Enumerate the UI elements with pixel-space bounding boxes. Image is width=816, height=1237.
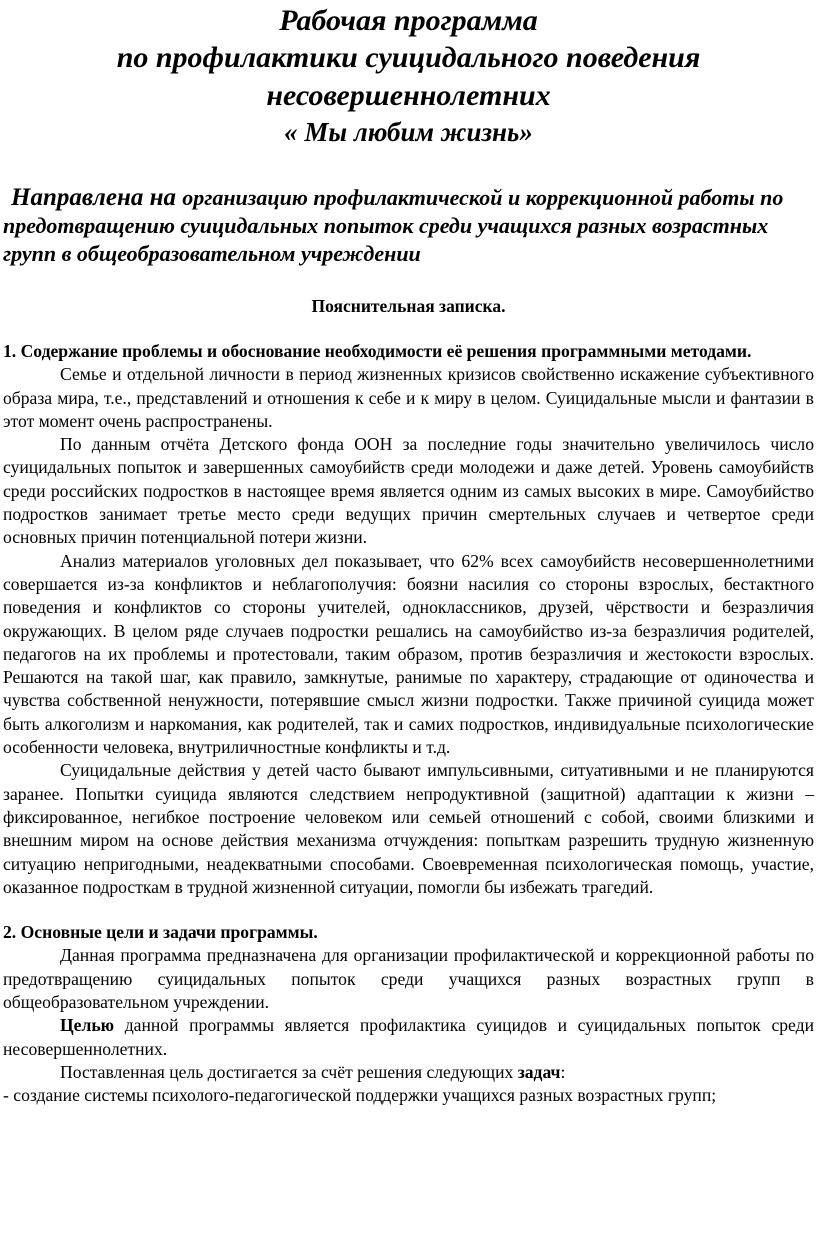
goal-paragraph bbox=[3, 1014, 814, 1061]
section-1-paragraph: Семье и отдельной личности в период жизненных кризисов свойственно искажение субъективного образа мира, т.е., представлений и отношения к себе и к миру в целом. Суицидальные мысли и фантазии в этот момент очень распространены. bbox=[3, 364, 814, 431]
tasks-paragraph bbox=[3, 1061, 814, 1084]
program-motto: « Мы любим жизнь» bbox=[284, 117, 533, 147]
section-1-paragraph: Суицидальные действия у детей часто бывают импульсивными, ситуативными и не планируются заранее. Попытки суицида являются следствием непродуктивной (защитной) адаптации к жизни – фиксированное, негибкое построение человеком или семьей отношений с собой, своими близкими и внешним миром на основе действия механизма отчуждения: попыткам разрешить трудную жизненную ситуацию непригодными, неадекватными способами. Своевременная психологическая помощь, участие, оказанное подросткам в трудной жизненной ситуации, помогли бы избежать трагедий. bbox=[3, 760, 814, 897]
tasks-colon: : bbox=[560, 1061, 566, 1082]
section-2-heading: 2. Основные цели и задачи программы. bbox=[3, 922, 318, 943]
section-1-paragraph: Анализ материалов уголовных дел показывает, что 62% всех самоубийств несовершеннолетними совершается из-за конфликтов и неблагополучия: боязни насилия со стороны взрослых, бестактного поведения и конфликтов со стороны учителей, одноклассников, друзей, чёрствости и безразличия окружающих. В целом ряде случаев подростки решались на самоубийство из-за безразличия родителей, педагогов на их проблемы и протестовали, таким образом, против безразличия и жестокости взрослых. Решаются на такой шаг, как правило, замкнутые, ранимые по характеру, страдающие от одиночества и чувства собственной ненужности, потерявшие смысл жизни подростки. Также причиной суицида может быть алкоголизм и наркомания, как родителей, так и самих подростков, индивидуальные психологические особенности человека, внутриличностные конфликты и т.д. bbox=[3, 550, 814, 758]
section-1-paragraph: По данным отчёта Детского фонда ООН за последние годы значительно увеличилось число суицидальных попыток и завершенных самоубийств среди молодежи и даже детей. Уровень самоубийств среди российских подростков в настоящее время является одним из самых высоких в мире. Самоубийство подростков занимает третье место среди ведущих причин смертельных случаев и четвертое среди основных причин потенциальной потери жизни. bbox=[3, 434, 814, 548]
program-title bbox=[3, 0, 814, 150]
title-line-2: по профилактики суицидального поведения bbox=[116, 41, 701, 74]
direction-text: организацию профилактической и коррекционной работы по предотвращению суицидальных попыток среди учащихся разных возрастных групп в общеобразовательном учреждении bbox=[3, 185, 784, 266]
explanatory-note-title: Пояснительная записка. bbox=[311, 296, 506, 316]
goal-text: данной программы является профилактика суицидов и суицидальных попыток среди несовершеннолетних. bbox=[3, 1015, 814, 1059]
section-2-paragraph: Данная программа предназначена для организации профилактической и коррекционной работы по предотвращению суицидальных попыток среди учащихся разных возрастных групп в общеобразовательном учреждении. bbox=[3, 945, 814, 1013]
tasks-word: задач bbox=[517, 1061, 561, 1082]
program-direction bbox=[3, 184, 814, 268]
section-1-heading: 1. Содержание проблемы и обоснование необходимости её решения программными методами. bbox=[3, 341, 752, 361]
title-line-1: Рабочая программа bbox=[279, 4, 538, 37]
tasks-lead: Поставленная цель достигается за счёт решения следующих bbox=[60, 1061, 518, 1082]
goal-word: Целью bbox=[60, 1015, 115, 1036]
task-list-item: - создание системы психолого-педагогической поддержки учащихся разных возрастных групп; bbox=[3, 1085, 717, 1106]
direction-lead: Направлена на bbox=[11, 184, 183, 211]
title-line-3: несовершеннолетних bbox=[266, 79, 551, 112]
